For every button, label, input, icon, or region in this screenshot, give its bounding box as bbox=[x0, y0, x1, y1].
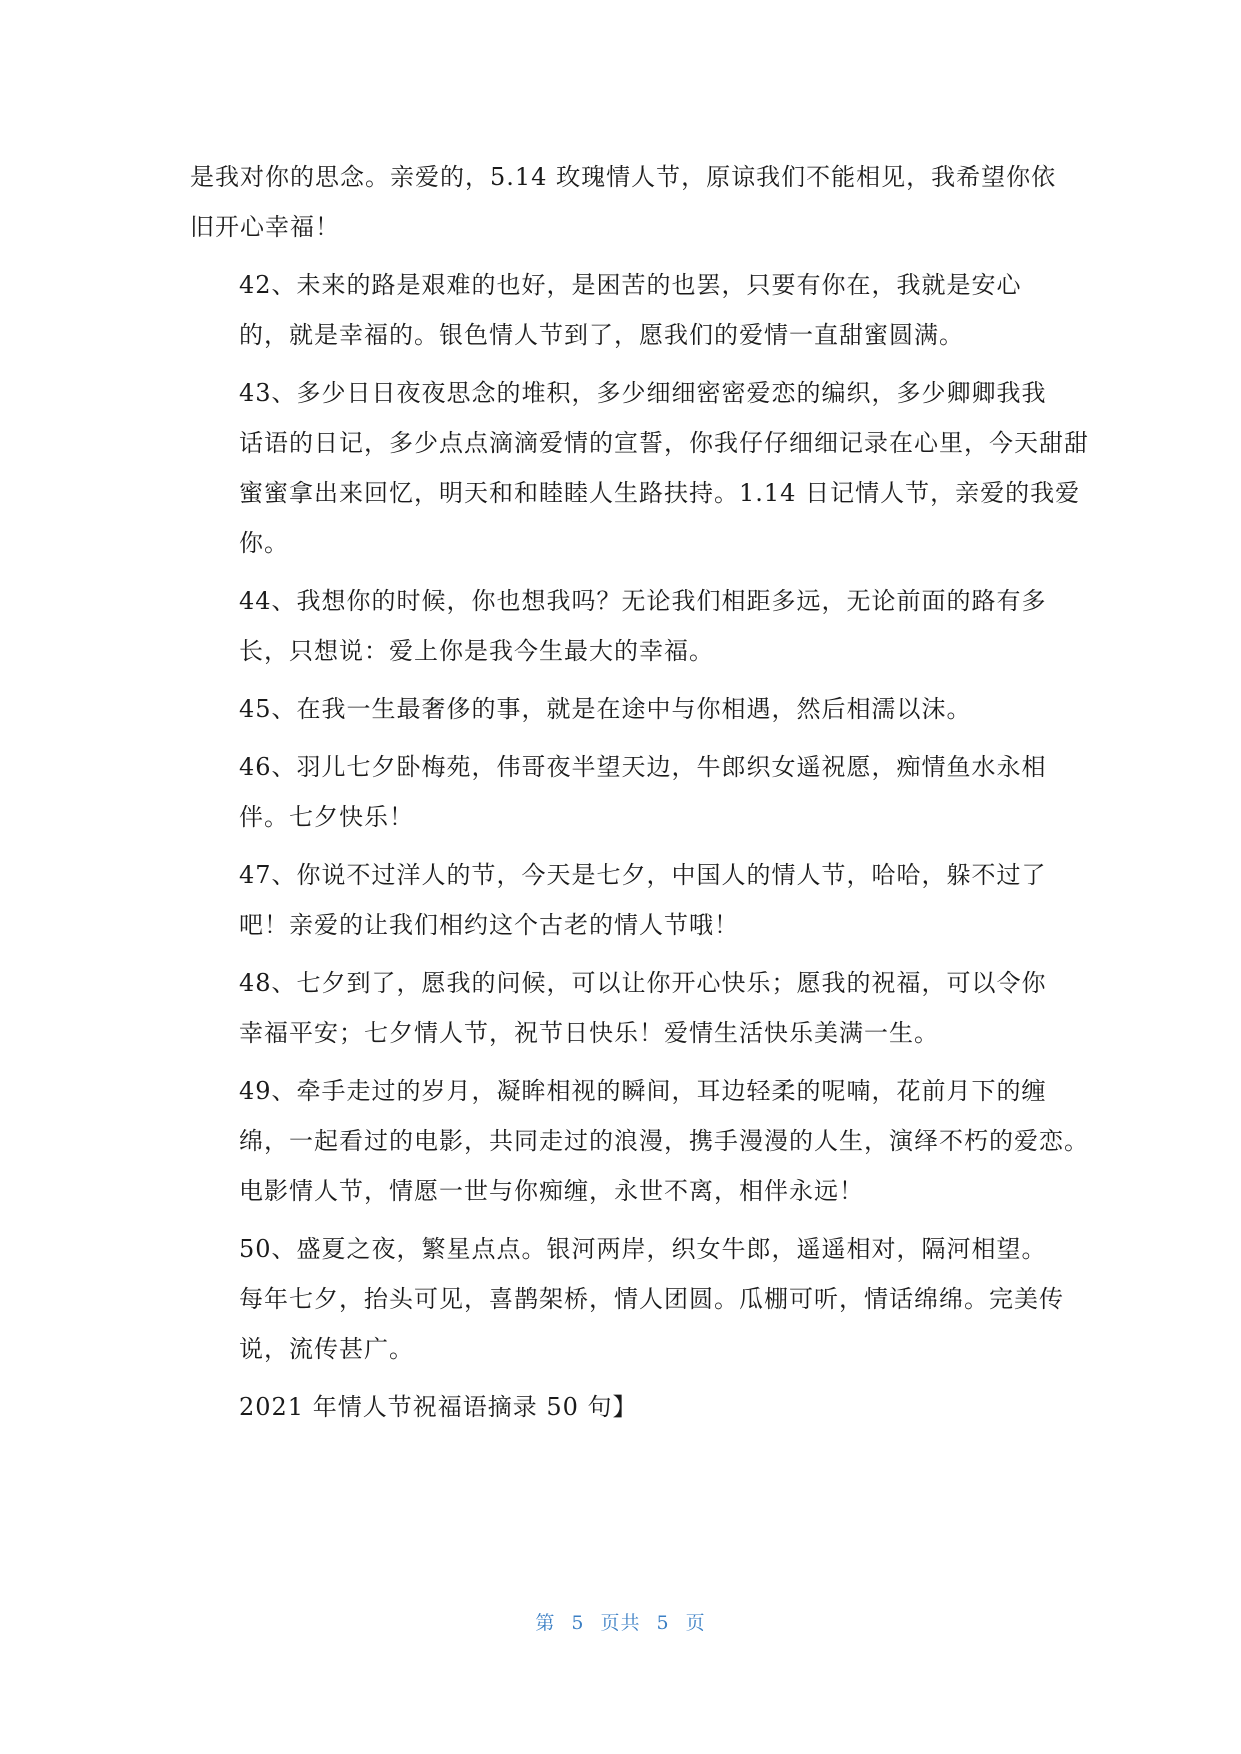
paragraph bbox=[190, 368, 1089, 568]
text-line: 幸福平安；七夕情人节，祝节日快乐！爱情生活快乐美满一生。 bbox=[239, 1019, 939, 1047]
text-line: 49、牵手走过的岁月，凝眸相视的瞬间，耳边轻柔的呢喃，花前月下的缠 bbox=[239, 1077, 1047, 1105]
paragraph bbox=[190, 850, 1050, 950]
text-line: 绵，一起看过的电影，共同走过的浪漫，携手漫漫的人生，演绎不朽的爱恋。 bbox=[239, 1127, 1089, 1155]
paragraph bbox=[190, 958, 1050, 1058]
footer-prefix: 第 bbox=[535, 1612, 556, 1634]
text-line: 43、多少日日夜夜思念的堆积，多少细细密密爱恋的编织，多少卿卿我我 bbox=[239, 379, 1047, 407]
paragraph bbox=[190, 1066, 1089, 1216]
footer-current-page: 5 bbox=[571, 1612, 585, 1634]
paragraph bbox=[190, 152, 1057, 252]
footer-mid: 页共 bbox=[600, 1612, 641, 1634]
text-line: 蜜蜜拿出来回忆，明天和和睦睦人生路扶持。1.14 日记情人节，亲爱的我爱 bbox=[239, 479, 1081, 507]
document-body bbox=[190, 152, 1089, 1440]
text-line: 每年七夕，抬头可见，喜鹊架桥，情人团圆。瓜棚可听，情话绵绵。完美传 bbox=[239, 1285, 1064, 1313]
paragraph bbox=[190, 742, 1050, 842]
paragraph bbox=[190, 1224, 1064, 1374]
paragraph bbox=[190, 1382, 1050, 1432]
text-line: 话语的日记，多少点点滴滴爱情的宣誓，你我仔仔细细记录在心里，今天甜甜 bbox=[239, 429, 1089, 457]
paragraph bbox=[190, 576, 1050, 676]
text-line: 42、未来的路是艰难的也好，是困苦的也罢，只要有你在，我就是安心 bbox=[239, 271, 1022, 299]
text-line: 旧开心幸福！ bbox=[190, 213, 340, 241]
text-line: 2021 年情人节祝福语摘录 50 句】 bbox=[239, 1393, 638, 1421]
text-line: 44、我想你的时候，你也想我吗？无论我们相距多远，无论前面的路有多 bbox=[239, 587, 1047, 615]
text-line: 46、羽儿七夕卧梅苑，伟哥夜半望天边，牛郎织女遥祝愿，痴情鱼水永相 bbox=[239, 753, 1047, 781]
footer-suffix: 页 bbox=[685, 1612, 706, 1634]
text-line: 你。 bbox=[239, 529, 289, 557]
text-line: 的，就是幸福的。银色情人节到了，愿我们的爱情一直甜蜜圆满。 bbox=[239, 321, 964, 349]
text-line: 45、在我一生最奢侈的事，就是在途中与你相遇，然后相濡以沫。 bbox=[239, 695, 972, 723]
text-line: 48、七夕到了，愿我的问候，可以让你开心快乐；愿我的祝福，可以令你 bbox=[239, 969, 1047, 997]
paragraph bbox=[190, 260, 1050, 360]
text-line: 说，流传甚广。 bbox=[239, 1335, 414, 1363]
text-line: 伴。七夕快乐！ bbox=[239, 803, 414, 831]
text-line: 长，只想说：爱上你是我今生最大的幸福。 bbox=[239, 637, 714, 665]
text-line: 是我对你的思念。亲爱的，5.14 玫瑰情人节，原谅我们不能相见，我希望你依 bbox=[190, 163, 1057, 191]
page-footer bbox=[0, 1608, 1241, 1635]
footer-total-pages: 5 bbox=[656, 1612, 670, 1634]
paragraph bbox=[190, 684, 1050, 734]
text-line: 吧！亲爱的让我们相约这个古老的情人节哦！ bbox=[239, 911, 739, 939]
text-line: 电影情人节，情愿一世与你痴缠，永世不离，相伴永远！ bbox=[239, 1177, 864, 1205]
text-line: 47、你说不过洋人的节，今天是七夕，中国人的情人节，哈哈，躲不过了 bbox=[239, 861, 1047, 889]
text-line: 50、盛夏之夜，繁星点点。银河两岸，织女牛郎，遥遥相对，隔河相望。 bbox=[239, 1235, 1047, 1263]
